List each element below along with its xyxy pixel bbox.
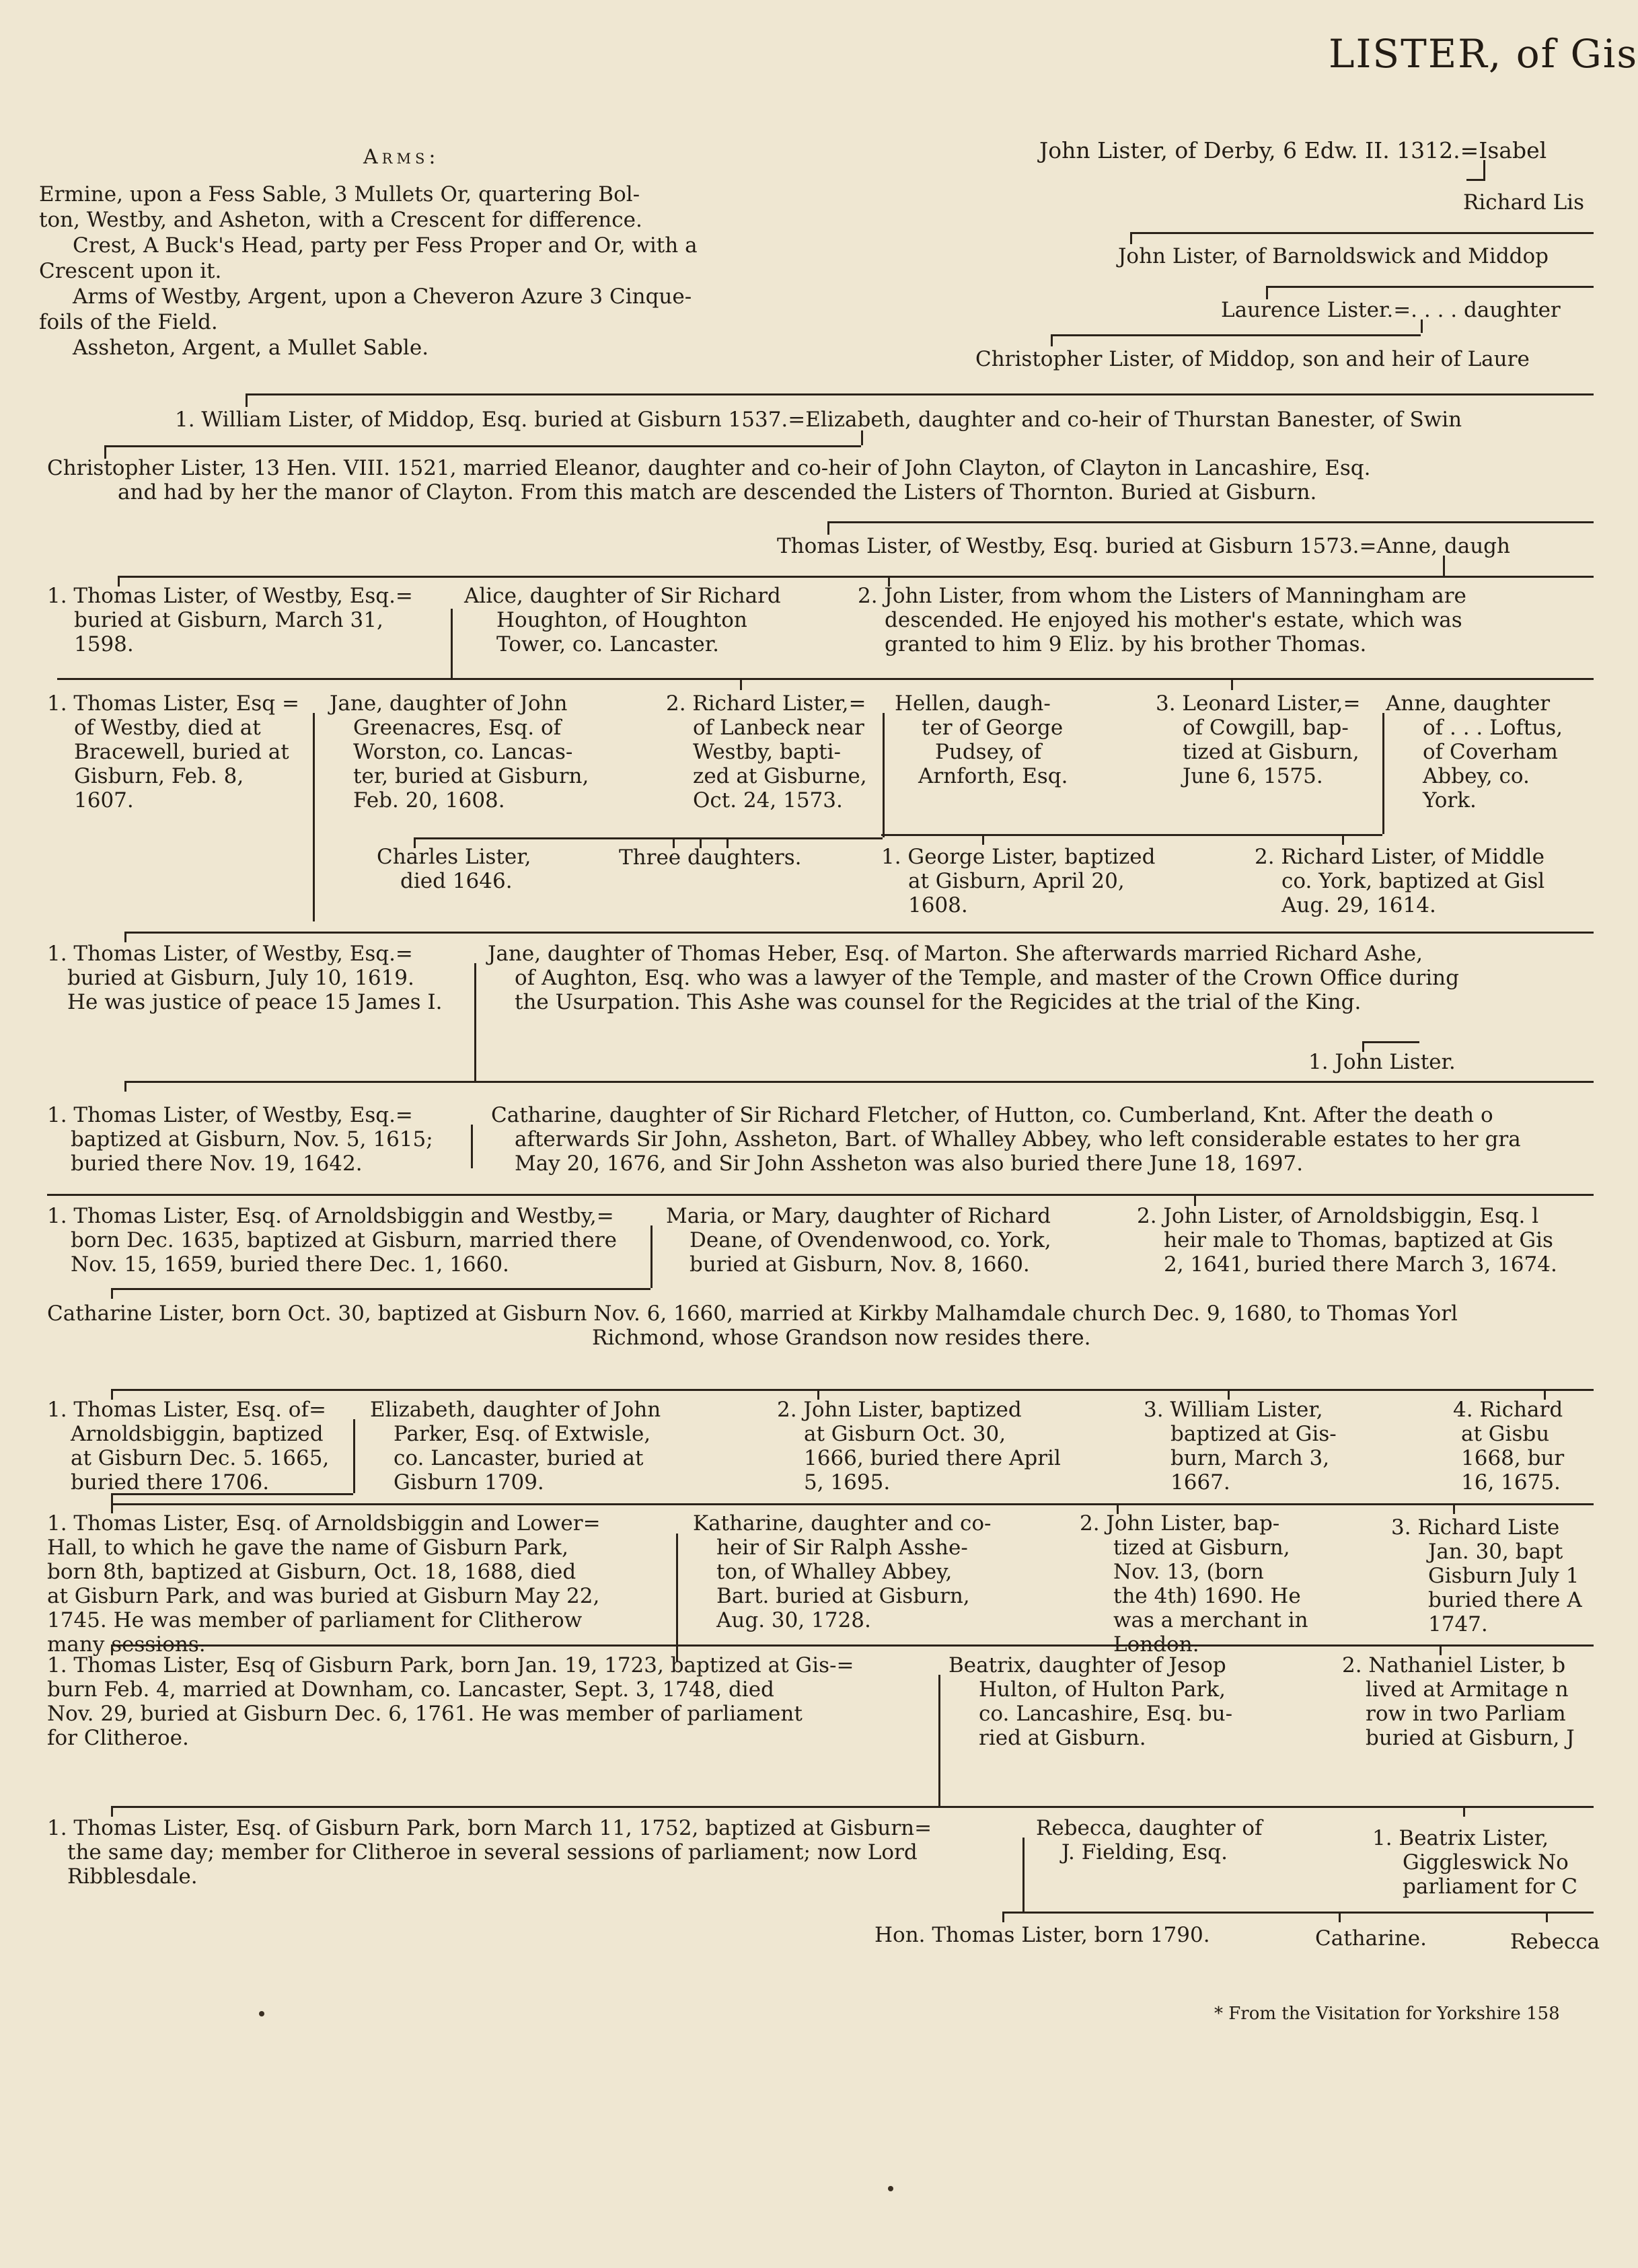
maria-deane (666, 1204, 1051, 1277)
entry-line: June 6, 1575. (1183, 764, 1323, 788)
entry-line: co. York, baptized at Gisl (1281, 869, 1545, 893)
entry-line: at Gisburn, April 20, (908, 869, 1125, 893)
entry-line: Deane, of Ovendenwood, co. York, (690, 1228, 1051, 1252)
alice-houghton (464, 584, 781, 656)
entry-line: at Gisburn Dec. 5. 1665, (71, 1446, 330, 1470)
jane-greenacres (330, 691, 589, 812)
entry-line: He was justice of peace 15 James I. (67, 990, 443, 1014)
george-lister (881, 845, 1155, 917)
entry-line: of Lanbeck near (693, 716, 864, 740)
john-lister-heber-son: 1. John Lister. (1308, 1050, 1456, 1074)
john-lister-manningham (858, 584, 1466, 656)
entry-line: Aug. 29, 1614. (1281, 893, 1436, 917)
entry-line: May 20, 1676, and Sir John Assheton was also buried there June 18, 1697. (515, 1151, 1304, 1176)
john-lister-1674 (1137, 1204, 1557, 1277)
entry-line: Westby, bapti- (693, 740, 842, 764)
nathaniel-lister (1342, 1653, 1575, 1750)
entry-line: buried there Nov. 19, 1642. (71, 1151, 363, 1176)
entry-line: Hellen, daugh- (895, 691, 1051, 716)
entry-line: the 4th) 1690. He (1113, 1584, 1301, 1608)
entry-line: buried at Gisburn, July 10, 1619. (67, 966, 414, 990)
entry-line: 1745. He was member of parliament for Clitherow (47, 1608, 583, 1632)
entry-line: Catharine Lister, born Oct. 30, baptized at Gisburn Nov. 6, 1660, married at Kirkby Malhamdale church Dec. 9, 1680, to Thomas Yorl (47, 1301, 1458, 1326)
entry-line: buried there 1706. (71, 1470, 270, 1495)
thomas-lister-1706 (47, 1398, 329, 1495)
arms-line: foils of the Field. (39, 310, 218, 334)
entry-line: of Cowgill, bap- (1183, 716, 1349, 740)
entry-line: heir of Sir Ralph Asshe- (716, 1536, 968, 1560)
thomas-lister-1761 (47, 1653, 854, 1750)
entry-line: Richmond, whose Grandson now resides there. (592, 1326, 1091, 1350)
entry-line: heir male to Thomas, baptized at Gis (1164, 1228, 1553, 1252)
entry-line: 16, 1675. (1461, 1470, 1561, 1495)
thomas-lister-1607 (47, 691, 299, 812)
entry-line: 1747. (1428, 1612, 1488, 1636)
entry-line: 3. Richard Liste (1391, 1515, 1560, 1540)
entry-line: Elizabeth, daughter of John (370, 1398, 661, 1422)
arms-text (39, 182, 698, 361)
entry-line: ried at Gisburn. (979, 1726, 1146, 1750)
entry-line: Giggleswick No (1403, 1850, 1569, 1875)
john-lister-merchant (1080, 1511, 1308, 1657)
entry-line: Worston, co. Lancas- (353, 740, 573, 764)
entry-line: the same day; member for Clitheroe in several sessions of parliament; now Lord (67, 1840, 918, 1864)
christopher-lister-clayton (47, 456, 1370, 504)
entry-line: 1608. (908, 893, 968, 917)
richard-lister-1747 (1391, 1515, 1582, 1636)
richard-lister-middle (1255, 845, 1544, 917)
christopher-lister-middop: Christopher Lister, of Middop, son and heir of Laure (975, 347, 1530, 371)
rebecca-fielding (1036, 1816, 1263, 1864)
entry-line: afterwards Sir John, Assheton, Bart. of Whalley Abbey, who left considerable estates to her gra (515, 1127, 1521, 1151)
jane-heber (488, 942, 1459, 1014)
anne-loftus (1386, 691, 1563, 812)
thomas-lister-1642 (47, 1103, 433, 1176)
arms-line: Ermine, upon a Fess Sable, 3 Mullets Or, quartering Bol- (39, 182, 640, 206)
entry-line: 2. John Lister, baptized (777, 1398, 1022, 1422)
entry-line: Gisburn July 1 (1428, 1564, 1579, 1588)
entry-line: was a merchant in (1113, 1608, 1308, 1632)
john-lister-1695 (777, 1398, 1061, 1495)
entry-line: Rebecca, daughter of (1036, 1816, 1263, 1840)
entry-line: 4. Richard (1453, 1398, 1563, 1422)
entry-line: J. Fielding, Esq. (1062, 1840, 1228, 1864)
entry-line: 1666, buried there April (804, 1446, 1061, 1470)
entry-line: Hulton, of Hulton Park, (979, 1677, 1226, 1702)
entry-line: 1. Thomas Lister, Esq. of Arnoldsbiggin and Westby,= (47, 1204, 614, 1228)
entry-line: 1. Thomas Lister, Esq of Gisburn Park, born Jan. 19, 1723, baptized at Gis-= (47, 1653, 854, 1677)
ink-speck (888, 2186, 893, 2191)
entry-line: co. Lancashire, Esq. bu- (979, 1702, 1233, 1726)
page-title: LISTER, of Gis (1329, 31, 1638, 77)
entry-line: Nov. 29, buried at Gisburn Dec. 6, 1761. He was member of parliament (47, 1702, 803, 1726)
entry-line: Anne, daughter (1386, 691, 1551, 716)
arms-line: ton, Westby, and Asheton, with a Crescent for difference. (39, 208, 642, 232)
entry-line: descended. He enjoyed his mother's estate, which was (885, 608, 1462, 632)
thomas-lister-1745 (47, 1511, 601, 1657)
entry-line: Charles Lister, (377, 845, 531, 869)
richard-lister-1675 (1453, 1398, 1564, 1495)
catharine-fletcher (491, 1103, 1521, 1176)
entry-line: Aug. 30, 1728. (716, 1608, 871, 1632)
arms-line: Crest, A Buck's Head, party per Fess Proper and Or, with a (73, 233, 698, 258)
entry-line: Pudsey, of (935, 740, 1042, 764)
arms-line: Assheton, Argent, a Mullet Sable. (73, 336, 429, 360)
hon-thomas-lister: Hon. Thomas Lister, born 1790. (874, 1923, 1210, 1947)
entry-line: 1667. (1170, 1470, 1230, 1495)
entry-line: 3. William Lister, (1144, 1398, 1323, 1422)
leonard-lister (1156, 691, 1360, 788)
entry-line: Catharine, daughter of Sir Richard Fletcher, of Hutton, co. Cumberland, Knt. After the death o (491, 1103, 1493, 1127)
entry-line: baptized at Gisburn, Nov. 5, 1615; (71, 1127, 433, 1151)
entry-line: baptized at Gis- (1170, 1422, 1337, 1446)
beatrix-hulton (948, 1653, 1232, 1750)
entry-line: died 1646. (400, 869, 513, 893)
john-lister-barnoldswick: John Lister, of Barnoldswick and Middop (1118, 244, 1549, 268)
entry-line: 2. Richard Lister, of Middle (1255, 845, 1544, 869)
entry-line: many sessions. (47, 1632, 206, 1657)
elizabeth-parker (370, 1398, 661, 1495)
entry-line: born Dec. 1635, baptized at Gisburn, married there (71, 1228, 618, 1252)
rebecca-lister: Rebecca (1510, 1930, 1600, 1954)
arms-heading: Arms: (363, 145, 440, 169)
entry-line: of Westby, died at (74, 716, 261, 740)
entry-line: buried at Gisburn, Nov. 8, 1660. (690, 1252, 1030, 1277)
entry-line: 1. Thomas Lister, of Westby, Esq.= (47, 942, 413, 966)
entry-line: burn, March 3, (1170, 1446, 1330, 1470)
entry-line: 1. Thomas Lister, of Westby, Esq.= (47, 584, 413, 608)
entry-line: ter of George (922, 716, 1064, 740)
william-lister: 1. William Lister, of Middop, Esq. buried at Gisburn 1537.=Elizabeth, daughter and co-heir of Thurstan Banester, of Swin (175, 408, 1462, 432)
entry-line: tized at Gisburn, (1113, 1536, 1290, 1560)
entry-line: Jane, daughter of Thomas Heber, Esq. of Marton. She afterwards married Richard Ashe, (488, 942, 1423, 966)
entry-line: Nov. 13, (born (1113, 1560, 1264, 1584)
entry-line: 1. Thomas Lister, Esq = (47, 691, 299, 716)
entry-line: ton, of Whalley Abbey, (716, 1560, 953, 1584)
entry-line: 1. Thomas Lister, Esq. of Arnoldsbiggin and Lower= (47, 1511, 601, 1536)
entry-line: Hall, to which he gave the name of Gisburn Park, (47, 1536, 568, 1560)
entry-line: 1. Thomas Lister, of Westby, Esq.= (47, 1103, 413, 1127)
entry-line: Greenacres, Esq. of (353, 716, 562, 740)
entry-line: Parker, Esq. of Extwisle, (394, 1422, 651, 1446)
ink-speck (259, 2011, 264, 2016)
richard-lister-lanbeck (666, 691, 867, 812)
thomas-lister-1573: Thomas Lister, of Westby, Esq. buried at Gisburn 1573.=Anne, daugh (777, 534, 1510, 558)
entry-line: 5, 1695. (804, 1470, 891, 1495)
laurence-lister: Laurence Lister.=. . . . daughter (1221, 298, 1561, 322)
entry-line: Houghton, of Houghton (496, 608, 747, 632)
entry-line: London. (1113, 1632, 1199, 1657)
entry-line: of Coverham (1423, 740, 1558, 764)
arms-line: Crescent upon it. (39, 259, 222, 283)
entry-line: tized at Gisburn, (1183, 740, 1360, 764)
entry-line: Feb. 20, 1608. (353, 788, 505, 812)
entry-line: 2. Richard Lister,= (666, 691, 866, 716)
entry-line: at Gisburn Oct. 30, (804, 1422, 1006, 1446)
entry-line: Oct. 24, 1573. (693, 788, 843, 812)
entry-line: Arnforth, Esq. (918, 764, 1068, 788)
entry-line: Bart. buried at Gisburn, (716, 1584, 970, 1608)
thomas-lister-ribblesdale (47, 1816, 932, 1889)
entry-line: the Usurpation. This Ashe was counsel for the Regicides at the trial of the King. (515, 990, 1362, 1014)
entry-line: York. (1423, 788, 1477, 812)
thomas-lister-1660 (47, 1204, 617, 1277)
beatrix-lister (1372, 1826, 1577, 1899)
thomas-lister-1598 (47, 584, 413, 656)
entry-line: at Gisburn Park, and was buried at Gisburn May 22, (47, 1584, 600, 1608)
entry-line: 1668, bur (1461, 1446, 1565, 1470)
entry-line: Abbey, co. (1423, 764, 1530, 788)
entry-line: Katharine, daughter and co- (693, 1511, 992, 1536)
entry-line: Arnoldsbiggin, baptized (71, 1422, 324, 1446)
entry-line: buried there A (1428, 1588, 1582, 1612)
katharine-assheton (693, 1511, 992, 1632)
entry-line: Jane, daughter of John (330, 691, 568, 716)
entry-line: of . . . Loftus, (1423, 716, 1563, 740)
hellen-pudsey (895, 691, 1068, 788)
entry-line: parliament for C (1403, 1875, 1578, 1899)
entry-line: Gisburn, Feb. 8, (74, 764, 244, 788)
entry-line: Alice, daughter of Sir Richard (464, 584, 781, 608)
entry-line: 1607. (74, 788, 134, 812)
entry-line: co. Lancaster, buried at (394, 1446, 644, 1470)
entry-line: 3. Leonard Lister,= (1156, 691, 1361, 716)
entry-line: Nov. 15, 1659, buried there Dec. 1, 1660. (71, 1252, 509, 1277)
arms-line: Arms of Westby, Argent, upon a Cheveron Azure 3 Cinque- (73, 285, 692, 309)
christopher-line: and had by her the manor of Clayton. From this match are descended the Listers of Thornton. Buried at Gisburn. (118, 480, 1317, 504)
three-daughters: Three daughters. (619, 845, 802, 870)
entry-line: 1. Thomas Lister, Esq. of Gisburn Park, born March 11, 1752, baptized at Gisburn= (47, 1816, 932, 1840)
thomas-lister-1619 (47, 942, 442, 1014)
william-lister-1667 (1144, 1398, 1337, 1495)
richard-lister: Richard Lis (1463, 190, 1584, 215)
entry-line: 1. George Lister, baptized (881, 845, 1156, 869)
entry-line: Gisburn 1709. (394, 1470, 544, 1495)
entry-line: 2, 1641, buried there March 3, 1674. (1164, 1252, 1557, 1277)
charles-lister (377, 845, 531, 893)
john-lister-derby: John Lister, of Derby, 6 Edw. II. 1312.=Isabel (1039, 137, 1547, 163)
entry-line: Bracewell, buried at (74, 740, 289, 764)
entry-line: ter, buried at Gisburn, (353, 764, 589, 788)
entry-line: 1. Thomas Lister, Esq. of= (47, 1398, 326, 1422)
entry-line: row in two Parliam (1366, 1702, 1566, 1726)
entry-line: buried at Gisburn, March 31, (74, 608, 383, 632)
entry-line: zed at Gisburne, (693, 764, 867, 788)
entry-line: 1. Beatrix Lister, (1372, 1826, 1549, 1850)
entry-line: 1598. (74, 632, 134, 656)
entry-line: Beatrix, daughter of Jesop (948, 1653, 1226, 1677)
entry-line: 2. Nathaniel Lister, b (1342, 1653, 1566, 1677)
entry-line: lived at Armitage n (1366, 1677, 1569, 1702)
entry-line: for Clitheroe. (47, 1726, 189, 1750)
entry-line: born 8th, baptized at Gisburn, Oct. 18, 1688, died (47, 1560, 576, 1584)
entry-line: of Aughton, Esq. who was a lawyer of the Temple, and master of the Crown Office during (515, 966, 1459, 990)
entry-line: Maria, or Mary, daughter of Richard (666, 1204, 1051, 1228)
entry-line: granted to him 9 Eliz. by his brother Thomas. (885, 632, 1367, 656)
entry-line: 2. John Lister, bap- (1080, 1511, 1280, 1536)
entry-line: Jan. 30, bapt (1428, 1540, 1563, 1564)
entry-line: Tower, co. Lancaster. (496, 632, 719, 656)
entry-line: at Gisbu (1461, 1422, 1550, 1446)
christopher-line: Christopher Lister, 13 Hen. VIII. 1521, married Eleanor, daughter and co-heir of John Clayton, of Clayton in Lancashire, Esq. (47, 456, 1371, 480)
entry-line: Ribblesdale. (67, 1864, 198, 1889)
entry-line: 2. John Lister, from whom the Listers of Manningham are (858, 584, 1466, 608)
entry-line: burn Feb. 4, married at Downham, co. Lancaster, Sept. 3, 1748, died (47, 1677, 774, 1702)
footnote: * From the Visitation for Yorkshire 158 (1214, 2004, 1560, 2024)
entry-line: 2. John Lister, of Arnoldsbiggin, Esq. l (1137, 1204, 1539, 1228)
catharine-lister: Catharine. (1315, 1926, 1427, 1951)
catharine-lister-1660 (47, 1301, 1458, 1350)
entry-line: buried at Gisburn, J (1366, 1726, 1575, 1750)
